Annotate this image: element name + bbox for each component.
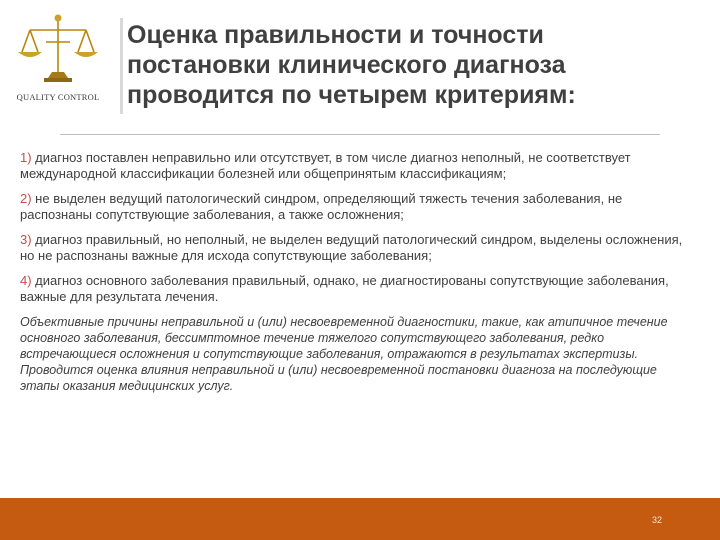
criterion-text: диагноз правильный, но неполный, не выделен ведущий патологический синдром, выделены осложнения, но не распознаны важные для исхода сопутствующие заболевания;: [20, 232, 683, 263]
criterion-number: 3): [20, 232, 32, 247]
criterion-3: [20, 232, 696, 264]
slide-title: Оценка правильности и точности постановки клинического диагноза проводится по четырем критериям:: [127, 21, 576, 109]
criterion-1: [20, 150, 696, 182]
page-number: 32: [651, 515, 662, 525]
criterion-4: [20, 273, 696, 305]
title-accent-bar: [120, 18, 123, 114]
criterion-number: 1): [20, 150, 32, 165]
criterion-number: 2): [20, 191, 32, 206]
divider: [60, 134, 660, 135]
criterion-text: диагноз поставлен неправильно или отсутствует, в том числе диагноз неполный, не соответствует международной классификации болезней или общепринятым классификациям;: [20, 150, 631, 181]
scales-icon: [8, 8, 108, 92]
criterion-2: [20, 191, 696, 223]
criterion-text: диагноз основного заболевания правильный, однако, не диагностированы сопутствующие заболевания, важные для результата лечения.: [20, 273, 669, 304]
slide-body: [20, 150, 696, 394]
note-paragraph: Объективные причины неправильной и (или) несвоевременной диагностики, такие, как атипичное течение основного заболевания, бессимптомное течение тяжелого сопутствующего заболевания, редко встречающиеся осложнения и сопутствующие заболевания, отражаются в результатах экспертизы. Проводится оценка влияния неправильной и (или) несвоевременной постановки диагноза на последующие этапы оказания медицинских услуг.: [20, 315, 668, 393]
criterion-number: 4): [20, 273, 32, 288]
quality-control-logo: [8, 8, 108, 104]
logo-caption: QUALITY CONTROL: [16, 92, 100, 102]
criterion-text: не выделен ведущий патологический синдром, определяющий тяжесть течения заболевания, не распознаны сопутствующие заболевания, а также осложнения;: [20, 191, 623, 222]
footer-bar: [0, 498, 720, 540]
